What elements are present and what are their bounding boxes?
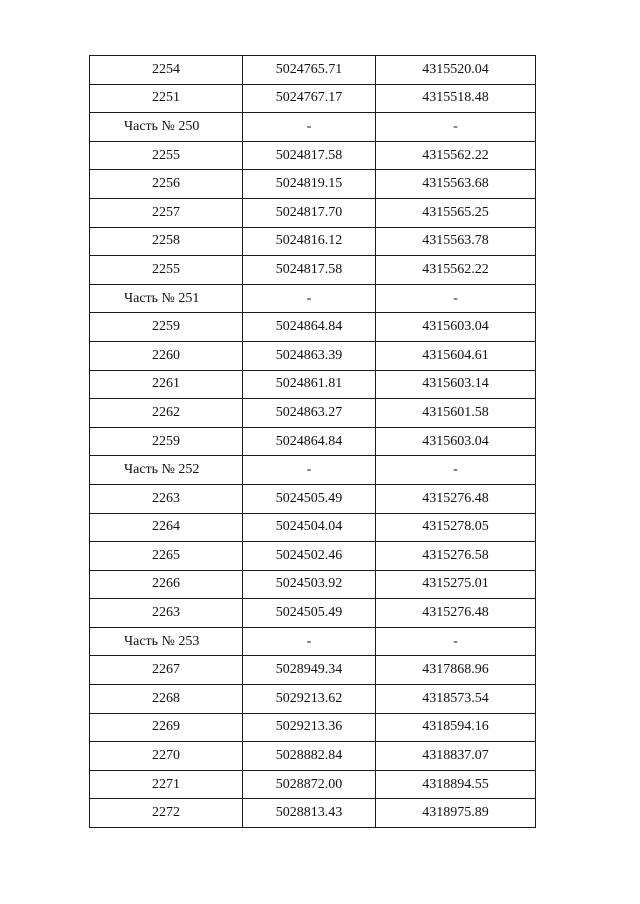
y-coordinate-cell: 4315518.48: [376, 84, 536, 113]
x-coordinate-cell: 5024819.15: [243, 170, 376, 199]
table-row: [90, 84, 536, 113]
point-number-cell: 2251: [90, 84, 243, 113]
part-header-row: [90, 284, 536, 313]
y-coordinate-cell: 4315563.78: [376, 227, 536, 256]
y-coordinate-cell: 4318975.89: [376, 799, 536, 828]
x-coordinate-cell: 5024765.71: [243, 56, 376, 85]
point-number-cell: 2268: [90, 685, 243, 714]
coordinates-table-body: [90, 56, 536, 828]
point-number-cell: 2266: [90, 570, 243, 599]
x-coordinate-cell: 5024817.58: [243, 256, 376, 285]
point-number-cell: 2263: [90, 484, 243, 513]
x-coordinate-cell: 5029213.36: [243, 713, 376, 742]
placeholder-dash-cell: -: [243, 284, 376, 313]
table-row: [90, 542, 536, 571]
x-coordinate-cell: 5024503.92: [243, 570, 376, 599]
x-coordinate-cell: 5028872.00: [243, 770, 376, 799]
x-coordinate-cell: 5024864.84: [243, 427, 376, 456]
placeholder-dash-cell: -: [376, 113, 536, 142]
y-coordinate-cell: 4315562.22: [376, 141, 536, 170]
y-coordinate-cell: 4315563.68: [376, 170, 536, 199]
y-coordinate-cell: 4315562.22: [376, 256, 536, 285]
table-row: [90, 570, 536, 599]
placeholder-dash-cell: -: [376, 284, 536, 313]
table-row: [90, 685, 536, 714]
part-header-row: [90, 627, 536, 656]
part-label-cell: Часть № 253: [90, 627, 243, 656]
point-number-cell: 2261: [90, 370, 243, 399]
table-row: [90, 656, 536, 685]
table-row: [90, 56, 536, 85]
x-coordinate-cell: 5024864.84: [243, 313, 376, 342]
y-coordinate-cell: 4315601.58: [376, 399, 536, 428]
table-row: [90, 799, 536, 828]
x-coordinate-cell: 5024502.46: [243, 542, 376, 571]
table-row: [90, 198, 536, 227]
table-row: [90, 256, 536, 285]
part-label-cell: Часть № 252: [90, 456, 243, 485]
y-coordinate-cell: 4317868.96: [376, 656, 536, 685]
y-coordinate-cell: 4315275.01: [376, 570, 536, 599]
part-header-row: [90, 456, 536, 485]
y-coordinate-cell: 4315276.48: [376, 484, 536, 513]
x-coordinate-cell: 5024863.27: [243, 399, 376, 428]
y-coordinate-cell: 4315520.04: [376, 56, 536, 85]
point-number-cell: 2259: [90, 313, 243, 342]
point-number-cell: 2269: [90, 713, 243, 742]
y-coordinate-cell: 4318594.16: [376, 713, 536, 742]
point-number-cell: 2258: [90, 227, 243, 256]
placeholder-dash-cell: -: [376, 456, 536, 485]
y-coordinate-cell: 4318837.07: [376, 742, 536, 771]
table-row: [90, 770, 536, 799]
point-number-cell: 2254: [90, 56, 243, 85]
point-number-cell: 2260: [90, 341, 243, 370]
table-row: [90, 227, 536, 256]
point-number-cell: 2267: [90, 656, 243, 685]
placeholder-dash-cell: -: [243, 627, 376, 656]
y-coordinate-cell: 4315604.61: [376, 341, 536, 370]
table-row: [90, 313, 536, 342]
point-number-cell: 2272: [90, 799, 243, 828]
y-coordinate-cell: 4315276.48: [376, 599, 536, 628]
point-number-cell: 2265: [90, 542, 243, 571]
table-row: [90, 370, 536, 399]
table-row: [90, 427, 536, 456]
y-coordinate-cell: 4315603.04: [376, 427, 536, 456]
part-label-cell: Часть № 250: [90, 113, 243, 142]
y-coordinate-cell: 4315603.04: [376, 313, 536, 342]
point-number-cell: 2255: [90, 256, 243, 285]
point-number-cell: 2259: [90, 427, 243, 456]
x-coordinate-cell: 5028882.84: [243, 742, 376, 771]
x-coordinate-cell: 5024863.39: [243, 341, 376, 370]
point-number-cell: 2256: [90, 170, 243, 199]
placeholder-dash-cell: -: [243, 113, 376, 142]
point-number-cell: 2263: [90, 599, 243, 628]
part-header-row: [90, 113, 536, 142]
x-coordinate-cell: 5024816.12: [243, 227, 376, 256]
x-coordinate-cell: 5024505.49: [243, 599, 376, 628]
x-coordinate-cell: 5024767.17: [243, 84, 376, 113]
table-row: [90, 742, 536, 771]
table-row: [90, 713, 536, 742]
x-coordinate-cell: 5024505.49: [243, 484, 376, 513]
placeholder-dash-cell: -: [376, 627, 536, 656]
x-coordinate-cell: 5024817.70: [243, 198, 376, 227]
y-coordinate-cell: 4318573.54: [376, 685, 536, 714]
coordinates-table: [89, 55, 536, 828]
table-row: [90, 399, 536, 428]
x-coordinate-cell: 5028813.43: [243, 799, 376, 828]
point-number-cell: 2270: [90, 742, 243, 771]
table-row: [90, 513, 536, 542]
y-coordinate-cell: 4315278.05: [376, 513, 536, 542]
placeholder-dash-cell: -: [243, 456, 376, 485]
y-coordinate-cell: 4315276.58: [376, 542, 536, 571]
x-coordinate-cell: 5029213.62: [243, 685, 376, 714]
point-number-cell: 2271: [90, 770, 243, 799]
point-number-cell: 2255: [90, 141, 243, 170]
y-coordinate-cell: 4315603.14: [376, 370, 536, 399]
table-row: [90, 341, 536, 370]
x-coordinate-cell: 5028949.34: [243, 656, 376, 685]
x-coordinate-cell: 5024817.58: [243, 141, 376, 170]
x-coordinate-cell: 5024504.04: [243, 513, 376, 542]
table-row: [90, 484, 536, 513]
table-row: [90, 170, 536, 199]
y-coordinate-cell: 4315565.25: [376, 198, 536, 227]
point-number-cell: 2262: [90, 399, 243, 428]
x-coordinate-cell: 5024861.81: [243, 370, 376, 399]
part-label-cell: Часть № 251: [90, 284, 243, 313]
table-row: [90, 599, 536, 628]
point-number-cell: 2257: [90, 198, 243, 227]
table-row: [90, 141, 536, 170]
y-coordinate-cell: 4318894.55: [376, 770, 536, 799]
point-number-cell: 2264: [90, 513, 243, 542]
